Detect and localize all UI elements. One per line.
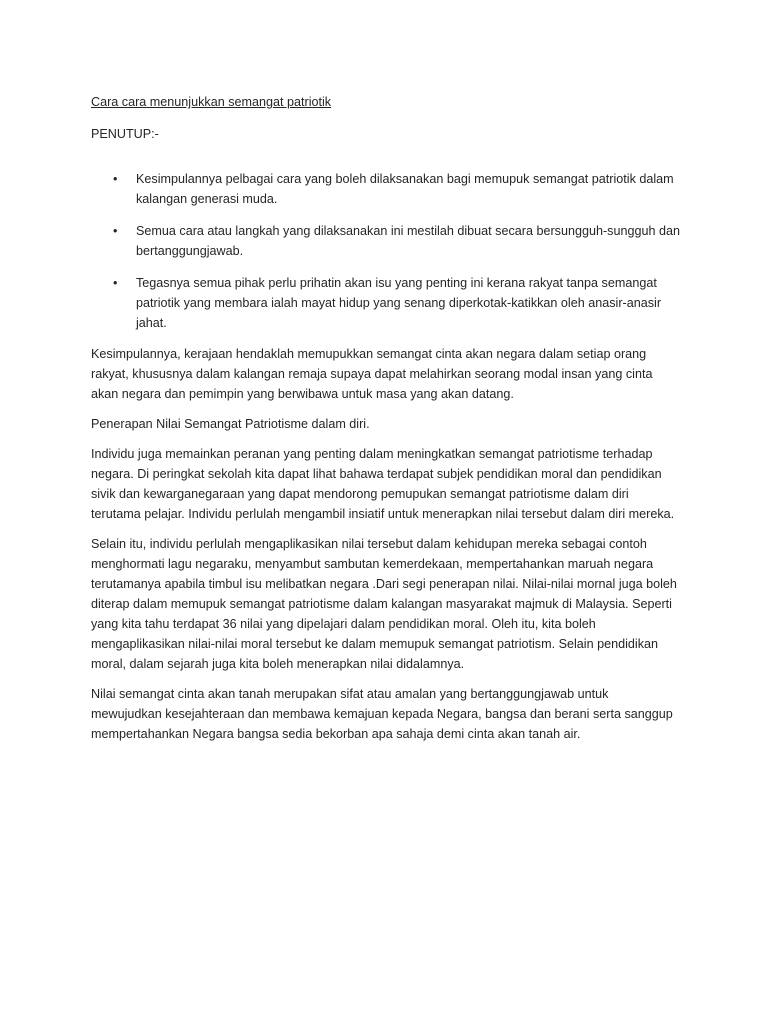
conclusion-paragraph: Kesimpulannya, kerajaan hendaklah memupukkan semangat cinta akan negara dalam setiap orang rakyat, khususnya dalam kalangan remaja supaya dapat melahirkan seorang modal insan yang cinta akan negara dan pemimpin yang berwibawa untuk masa yang akan datang. <box>91 347 653 401</box>
body-paragraph: Nilai semangat cinta akan tanah merupakan sifat atau amalan yang bertanggungjawab untuk mewujudkan kesejahteraan dan membawa kemajuan kepada Negara, bangsa dan berani serta sanggup mempertahankan Negara bangsa sedia bekorban apa sahaja demi cinta akan tanah air. <box>91 687 673 741</box>
bullet-icon: • <box>113 276 118 290</box>
bullet-icon: • <box>113 172 118 186</box>
bullet-list <box>91 169 681 333</box>
bullet-text: Semua cara atau langkah yang dilaksanakan ini mestilah dibuat secara bersungguh-sungguh dan bertanggungjawab. <box>136 224 680 258</box>
bullet-icon: • <box>113 224 118 238</box>
body-paragraph: Selain itu, individu perlulah mengaplikasikan nilai tersebut dalam kehidupan mereka sebagai contoh menghormati lagu negaraku, menyambut sambutan kemerdekaan, mempertahankan maruah negara terutamanya apabila timbul isu melibatkan negara .Dari segi penerapan nilai. Nilai-nilai mornal juga boleh diterap dalam memupuk semangat patriotisme dalam kalangan masyarakat majmuk di Malaysia. Seperti yang kita tahu terdapat 36 nilai yang dipelajari dalam pendidikan moral. Oleh itu, kita boleh mengaplikasikan nilai-nilai moral tersebut ke dalam memupuk semangat patriotism. Selain pendidikan moral, dalam sejarah juga kita boleh menerapkan nilai didalamnya. <box>91 537 677 671</box>
list-item <box>91 273 681 333</box>
body-paragraph: Individu juga memainkan peranan yang penting dalam meningkatkan semangat patriotisme terhadap negara. Di peringkat sekolah kita dapat lihat bahawa terdapat subjek pendidikan moral dan pendidikan sivik dan kewarganegaraan yang dapat mendorong pemupukan semangat patriotisme dalam diri terutama pelajar. Individu perlulah mengambil insiatif untuk menerapkan nilai tersebut dalam diri mereka. <box>91 447 675 521</box>
section-heading: Penerapan Nilai Semangat Patriotisme dalam diri. <box>91 417 370 431</box>
document-body <box>91 92 681 754</box>
list-item <box>91 221 681 261</box>
document-title: Cara cara menunjukkan semangat patriotik <box>91 95 332 109</box>
closing-heading: PENUTUP:- <box>91 127 159 141</box>
list-item <box>91 169 681 209</box>
bullet-text: Kesimpulannya pelbagai cara yang boleh dilaksanakan bagi memupuk semangat patriotik dalam kalangan generasi muda. <box>136 172 674 206</box>
bullet-text: Tegasnya semua pihak perlu prihatin akan isu yang penting ini kerana rakyat tanpa semangat patriotik yang membara ialah mayat hidup yang senang diperkotak-katikkan oleh anasir-anasir jahat. <box>136 276 662 330</box>
